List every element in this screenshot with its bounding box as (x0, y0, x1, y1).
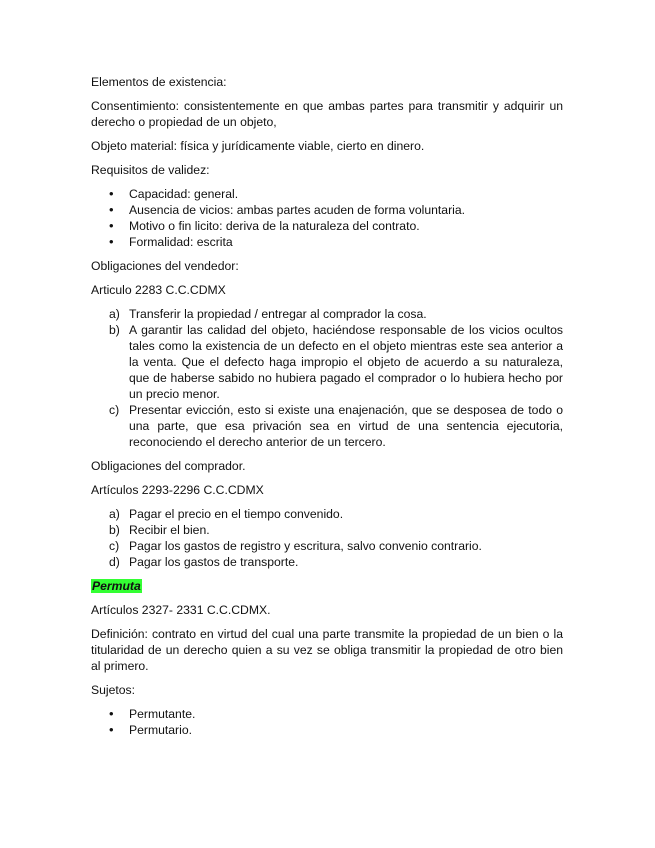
list-obligaciones-vendedor (91, 306, 563, 450)
list-marker: a) (109, 307, 120, 321)
list-item (91, 402, 563, 450)
list-item: • Permutante. (91, 706, 563, 722)
paragraph-obligaciones-vendedor: Obligaciones del vendedor: (91, 259, 239, 273)
heading-permuta: Permuta (92, 579, 141, 593)
document-body (91, 74, 563, 746)
list-item: • Permutario. (91, 722, 563, 738)
paragraph-sujetos: Sujetos: (91, 683, 136, 697)
list-item: • Formalidad: escrita (91, 234, 563, 250)
list-item-text: Recibir el bien. (129, 523, 210, 537)
list-item (91, 506, 563, 522)
list-requisitos-validez (91, 186, 563, 250)
list-item: • Motivo o fin licito: deriva de la naturaleza del contrato. (91, 218, 563, 234)
list-obligaciones-comprador (91, 506, 563, 570)
list-item-text: Pagar los gastos de transporte. (129, 555, 299, 569)
list-marker: c) (109, 403, 120, 417)
list-item (91, 322, 563, 402)
list-item-text: Transferir la propiedad / entregar al comprador la cosa. (129, 307, 427, 321)
paragraph-requisitos-validez: Requisitos de validez: (91, 163, 210, 177)
list-item (91, 538, 563, 554)
list-item-text: Pagar el precio en el tiempo convenido. (129, 507, 344, 521)
list-item-text: Pagar los gastos de registro y escritura, salvo convenio contrario. (129, 539, 482, 553)
list-item (91, 554, 563, 570)
paragraph-obligaciones-comprador: Obligaciones del comprador. (91, 459, 246, 473)
paragraph-elementos-existencia: Elementos de existencia: (91, 75, 227, 89)
list-item: • Capacidad: general. (91, 186, 563, 202)
heading-permuta-wrap (91, 578, 563, 594)
list-item: • Ausencia de vicios: ambas partes acuden de forma voluntaria. (91, 202, 563, 218)
list-item-text: A garantir las calidad del objeto, haciéndose responsable de los vicios ocultos tales como la existencia de un defecto en el objeto mientras este sea anterior a la venta. Que el defecto haga impropio el objeto de acuerdo a su naturaleza, que de haberse sabido no hubiera pagado el comprador o lo hubiera hecho por un precio menor. (129, 323, 563, 401)
paragraph-definicion: Definición: contrato en virtud del cual una parte transmite la propiedad de un bien o la titularidad de un derecho quien a su vez se obliga transmitir la propiedad de otro bien al primero. (91, 627, 563, 673)
list-item (91, 522, 563, 538)
paragraph-articulos-2327: Artículos 2327- 2331 C.C.CDMX. (91, 603, 271, 617)
list-marker: c) (109, 539, 120, 553)
list-marker: b) (109, 323, 120, 337)
list-marker: a) (109, 507, 120, 521)
list-marker: b) (109, 523, 120, 537)
list-marker: d) (109, 555, 120, 569)
list-sujetos (91, 706, 563, 738)
paragraph-objeto-material: Objeto material: física y jurídicamente viable, cierto en dinero. (91, 139, 425, 153)
paragraph-articulo-2283: Articulo 2283 C.C.CDMX (91, 283, 226, 297)
list-item (91, 306, 563, 322)
list-item-text: Presentar evicción, esto si existe una enajenación, que se desposea de todo o una parte, que esa privación sea en virtud de una sentencia ejecutoria, reconociendo el derecho anterior de un tercero. (129, 403, 563, 449)
paragraph-consentimiento: Consentimiento: consistentemente en que ambas partes para transmitir y adquirir un derecho o propiedad de un objeto, (91, 99, 563, 129)
paragraph-articulos-2293: Artículos 2293-2296 C.C.CDMX (91, 483, 264, 497)
